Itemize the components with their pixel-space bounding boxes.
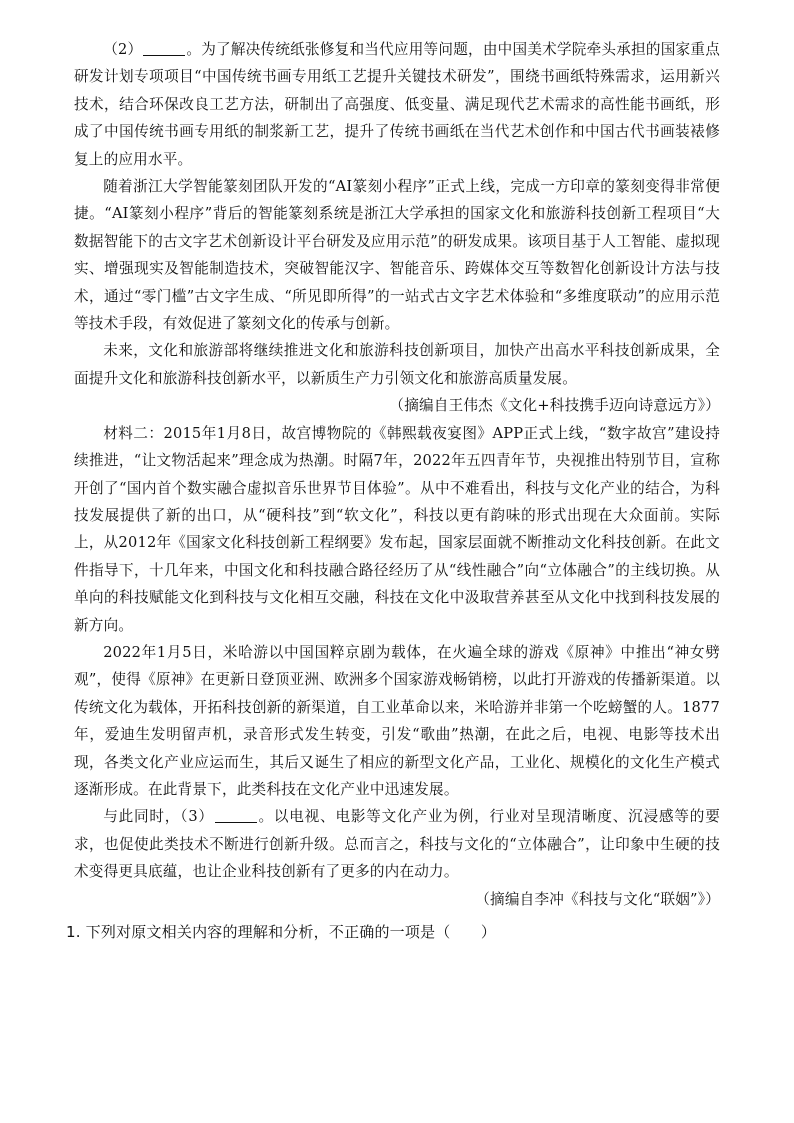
answer-blank-2[interactable] (143, 41, 185, 56)
source-citation-2: （摘编自李冲《科技与文化“联姻”》） (475, 890, 720, 908)
paragraph-6 (74, 803, 720, 885)
paragraph-4: 材料二：2015年1月8日，故宫博物院的《韩熙载夜宴图》APP正式上线，“数字故宫”建设持续推进，“让文物活起来”理念成为热潮。时隔7年，2022年五四青年节，央视推出特别节目，宣称开创了“国内首个数实融合虚拟音乐世界节目体验”。从中不难看出，科技与文化产业的结合，为科技发展提供了新的出口，从“硬科技”到“软文化”，科技以更有韵味的形式出现在大众面前。实际上，从2012年《国家文化科技创新工程纲要》发布起，国家层面就不断推动文化科技创新。在此文件指导下，十几年来，中国文化和科技融合路径经历了从“线性融合”向“立体融合”的主线切换。从单向的科技赋能文化到科技与文化相互交融，科技在文化中汲取营养甚至从文化中找到科技发展的新方向。 (74, 424, 720, 634)
source-citation-1: （摘编自王伟杰《文化+科技携手迈向诗意远方》） (389, 397, 720, 415)
blank-label-2: （2） (103, 41, 143, 58)
document-page (66, 36, 720, 946)
paragraph-5: 2022年1月5日，米哈游以中国国粹京剧为载体，在火遍全球的游戏《原神》中推出“神女劈观”，使得《原神》在更新日登顶亚洲、欧洲多个国家游戏畅销榜，以此打开游戏的传播新渠道。以传统文化为载体，开拓科技创新的新渠道，自工业革命以来，米哈游并非第一个吃螃蟹的人。1877年，爱迪生发明留声机，录音形式发生转变，引发“歌曲”热潮，在此之后，电视、电影等技术出现，各类文化产业应运而生，其后又诞生了相应的新型文化产品，工业化、规模化的文化生产模式逐渐形成。在此背景下，此类科技在文化产业中迅速发展。 (74, 643, 720, 798)
paragraph-1-text: 。为了解决传统纸张修复和当代应用等问题，由中国美术学院牵头承担的国家重点研发计划专项项目“中国传统书画专用纸工艺提升关键技术研发”，围绕书画纸特殊需求，运用新兴技术，结合环保改良工艺方法，研制出了高强度、低变量、满足现代艺术需求的高性能书画纸，形成了中国传统书画专用纸的制浆新工艺，提升了传统书画纸在当代艺术创作和中国古代书画装裱修复上的应用水平。 (74, 41, 720, 168)
paragraph-6-text: 。以电视、电影等文化产业为例，行业对呈现清晰度、沉浸感等的要求，也促使此类技术不断进行创新升级。总而言之，科技与文化的“立体融合”，让印象中生硬的技术变得更具底蕴，也让企业科技创新有了更多的内在动力。 (74, 808, 720, 881)
paragraph-2: 随着浙江大学智能篆刻团队开发的“AI篆刻小程序”正式上线，完成一方印章的篆刻变得非常便捷。“AI篆刻小程序”背后的智能篆刻系统是浙江大学承担的国家文化和旅游科技创新工程项目“大数据智能下的古文字艺术创新设计平台研发及应用示范”的研发成果。该项目基于人工智能、虚拟现实、增强现实及智能制造技术，突破智能汉字、智能音乐、跨媒体交互等数智化创新设计方法与技术，通过“零门槛”古文字生成、“所见即所得”的一站式古文字艺术体验和“多维度联动”的应用示范等技术手段，有效促进了篆刻文化的传承与创新。 (74, 178, 720, 333)
paragraph-3: 未来，文化和旅游部将继续推进文化和旅游科技创新项目，加快产出高水平科技创新成果，全面提升文化和旅游科技创新水平，以新质生产力引领文化和旅游高质量发展。 (74, 342, 720, 387)
question-1: 1. 下列对原文相关内容的理解和分析，不正确的一项是（ ） (66, 923, 497, 941)
blank-label-3: 与此同时，（3） (103, 808, 214, 826)
paragraph-1 (74, 36, 720, 173)
answer-blank-3[interactable] (215, 808, 257, 823)
